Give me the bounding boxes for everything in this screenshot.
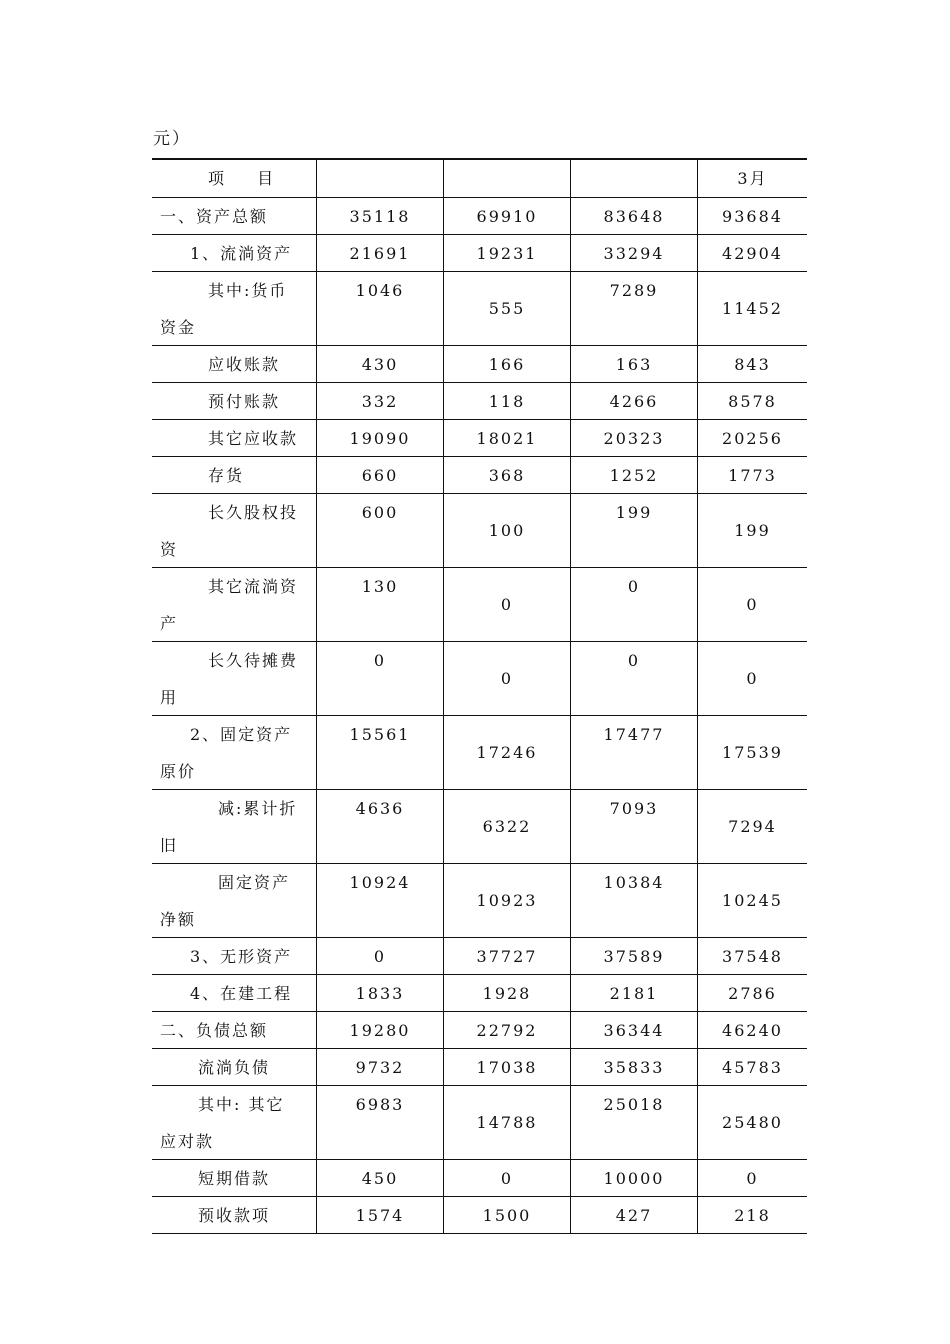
value-cell-col-3: 7093 — [571, 790, 698, 863]
value-cell-col-3: 33294 — [571, 235, 698, 271]
value-cell-col-1: 0 — [317, 938, 444, 974]
table-row — [152, 197, 807, 234]
table-row — [152, 1085, 807, 1159]
value-cell-col-3: 163 — [571, 346, 698, 382]
value-cell-col-2: 14788 — [444, 1086, 571, 1159]
table-row — [152, 937, 807, 974]
row-label: 预收款项 — [198, 1206, 271, 1225]
value-cell-col-4: 46240 — [722, 1021, 783, 1040]
row-label-continued: 资 — [160, 540, 179, 559]
value-cell-col-3: 10384 — [571, 864, 698, 937]
value-cell-col-4: 2786 — [728, 984, 777, 1003]
row-item-cell — [152, 938, 317, 974]
value-cell-col-4: 0 — [746, 595, 759, 614]
header-col-3 — [571, 160, 698, 197]
value-cell-col-4: 17539 — [722, 743, 783, 762]
value-cell-col-2: 10923 — [444, 864, 571, 937]
value-cell-col-2: 22792 — [444, 1012, 571, 1048]
value-cell-col-1: 10924 — [317, 864, 444, 937]
row-label: 长久股权投 — [208, 503, 299, 522]
row-label: 应收账款 — [208, 355, 281, 374]
row-item-cell — [152, 198, 317, 234]
value-cell-col-4: 37548 — [722, 947, 783, 966]
row-label: 存货 — [208, 466, 245, 485]
row-item-cell — [152, 383, 317, 419]
value-cell-col-4: 93684 — [722, 207, 783, 226]
row-item-cell — [152, 1160, 317, 1196]
row-label: 固定资产 — [218, 873, 291, 892]
row-item-cell — [152, 568, 317, 641]
value-cell-col-1: 21691 — [317, 235, 444, 271]
row-item-cell — [152, 494, 317, 567]
value-cell-col-3: 83648 — [571, 198, 698, 234]
value-cell-col-1: 19090 — [317, 420, 444, 456]
value-cell-col-1: 1574 — [317, 1197, 444, 1233]
value-cell-col-1: 332 — [317, 383, 444, 419]
row-item-cell — [152, 975, 317, 1011]
value-cell-col-1: 6983 — [317, 1086, 444, 1159]
row-label-continued: 应对款 — [160, 1132, 215, 1151]
row-label: 3、无形资产 — [190, 947, 293, 966]
table-row — [152, 419, 807, 456]
value-cell-col-2: 19231 — [444, 235, 571, 271]
value-cell-col-2: 17038 — [444, 1049, 571, 1085]
table-row — [152, 456, 807, 493]
table-row — [152, 789, 807, 863]
row-item-cell — [152, 346, 317, 382]
row-item-cell — [152, 457, 317, 493]
row-label: 2、固定资产 — [190, 725, 293, 744]
value-cell-col-1: 4636 — [317, 790, 444, 863]
value-cell-col-2: 1500 — [444, 1197, 571, 1233]
value-cell-col-3: 17477 — [571, 716, 698, 789]
value-cell-col-4: 218 — [734, 1206, 771, 1225]
value-cell-col-3: 37589 — [571, 938, 698, 974]
row-item-cell — [152, 1086, 317, 1159]
value-cell-col-2: 0 — [444, 568, 571, 641]
value-cell-col-1: 1046 — [317, 272, 444, 345]
row-label-continued: 用 — [160, 688, 179, 707]
row-label: 减:累计折 — [218, 799, 298, 818]
value-cell-col-1: 660 — [317, 457, 444, 493]
value-cell-col-3: 2181 — [571, 975, 698, 1011]
value-cell-col-3: 35833 — [571, 1049, 698, 1085]
row-item-cell — [152, 716, 317, 789]
row-label-continued: 资金 — [160, 318, 197, 337]
value-cell-col-4: 199 — [734, 521, 771, 540]
value-cell-col-4: 0 — [746, 1169, 759, 1188]
value-cell-col-2: 118 — [444, 383, 571, 419]
table-row — [152, 863, 807, 937]
value-cell-col-4: 7294 — [728, 817, 777, 836]
value-cell-col-4: 25480 — [722, 1113, 783, 1132]
value-cell-col-4: 11452 — [722, 299, 783, 318]
table-row — [152, 1048, 807, 1085]
row-label: 4、在建工程 — [190, 984, 293, 1003]
table-row — [152, 715, 807, 789]
value-cell-col-4: 843 — [734, 355, 771, 374]
value-cell-col-2: 0 — [444, 642, 571, 715]
value-cell-col-2: 166 — [444, 346, 571, 382]
value-cell-col-1: 0 — [317, 642, 444, 715]
header-col-2 — [444, 160, 571, 197]
unit-note: 元） — [153, 129, 191, 149]
row-label-continued: 旧 — [160, 836, 179, 855]
table-row — [152, 974, 807, 1011]
value-cell-col-3: 4266 — [571, 383, 698, 419]
row-label-continued: 产 — [160, 614, 179, 633]
value-cell-col-2: 555 — [444, 272, 571, 345]
value-cell-col-1: 450 — [317, 1160, 444, 1196]
table-header-row — [152, 160, 807, 197]
value-cell-col-2: 37727 — [444, 938, 571, 974]
value-cell-col-1: 9732 — [317, 1049, 444, 1085]
row-label: 预付账款 — [208, 392, 281, 411]
header-item-label: 项 目 — [208, 169, 288, 188]
value-cell-col-2: 69910 — [444, 198, 571, 234]
row-label: 流淌负债 — [198, 1058, 271, 1077]
value-cell-col-3: 199 — [571, 494, 698, 567]
row-item-cell — [152, 642, 317, 715]
value-cell-col-1: 35118 — [317, 198, 444, 234]
value-cell-col-3: 20323 — [571, 420, 698, 456]
row-label: 其它应收款 — [208, 429, 299, 448]
value-cell-col-3: 1252 — [571, 457, 698, 493]
row-item-cell — [152, 1049, 317, 1085]
row-label: 其中:货币 — [208, 281, 288, 300]
value-cell-col-4: 0 — [746, 669, 759, 688]
value-cell-col-3: 0 — [571, 568, 698, 641]
value-cell-col-3: 7289 — [571, 272, 698, 345]
value-cell-col-4: 8578 — [728, 392, 777, 411]
row-item-cell — [152, 1197, 317, 1233]
row-label-continued: 净额 — [160, 910, 197, 929]
table-row — [152, 1159, 807, 1196]
header-col-4: 3月 — [737, 169, 768, 188]
row-label: 二、负债总额 — [160, 1021, 269, 1040]
value-cell-col-3: 10000 — [571, 1160, 698, 1196]
table-row — [152, 641, 807, 715]
value-cell-col-1: 600 — [317, 494, 444, 567]
row-item-cell — [152, 864, 317, 937]
balance-table — [152, 158, 807, 1234]
table-row — [152, 493, 807, 567]
row-item-cell — [152, 1012, 317, 1048]
row-label: 短期借款 — [198, 1169, 271, 1188]
value-cell-col-4: 42904 — [722, 244, 783, 263]
table-row — [152, 271, 807, 345]
value-cell-col-4: 45783 — [722, 1058, 783, 1077]
row-label: 长久待摊费 — [208, 651, 299, 670]
value-cell-col-2: 100 — [444, 494, 571, 567]
row-item-cell — [152, 235, 317, 271]
value-cell-col-2: 368 — [444, 457, 571, 493]
row-item-cell — [152, 420, 317, 456]
value-cell-col-2: 0 — [444, 1160, 571, 1196]
row-label: 其中: 其它 — [198, 1095, 285, 1114]
value-cell-col-4: 1773 — [728, 466, 777, 485]
value-cell-col-2: 1928 — [444, 975, 571, 1011]
table-row — [152, 382, 807, 419]
value-cell-col-3: 427 — [571, 1197, 698, 1233]
value-cell-col-3: 36344 — [571, 1012, 698, 1048]
row-label: 一、资产总额 — [160, 207, 269, 226]
value-cell-col-3: 25018 — [571, 1086, 698, 1159]
value-cell-col-1: 130 — [317, 568, 444, 641]
table-row — [152, 234, 807, 271]
value-cell-col-1: 19280 — [317, 1012, 444, 1048]
value-cell-col-4: 20256 — [722, 429, 783, 448]
header-col-1 — [317, 160, 444, 197]
value-cell-col-4: 10245 — [722, 891, 783, 910]
table-row — [152, 1011, 807, 1048]
row-item-cell — [152, 272, 317, 345]
table-row — [152, 345, 807, 382]
value-cell-col-2: 17246 — [444, 716, 571, 789]
row-label-continued: 原价 — [160, 762, 197, 781]
table-row — [152, 567, 807, 641]
value-cell-col-1: 1833 — [317, 975, 444, 1011]
value-cell-col-2: 6322 — [444, 790, 571, 863]
value-cell-col-1: 430 — [317, 346, 444, 382]
value-cell-col-3: 0 — [571, 642, 698, 715]
row-label: 1、流淌资产 — [190, 244, 293, 263]
row-label: 其它流淌资 — [208, 577, 299, 596]
value-cell-col-2: 18021 — [444, 420, 571, 456]
row-item-cell — [152, 790, 317, 863]
value-cell-col-1: 15561 — [317, 716, 444, 789]
header-item — [152, 160, 317, 197]
table-row — [152, 1196, 807, 1233]
